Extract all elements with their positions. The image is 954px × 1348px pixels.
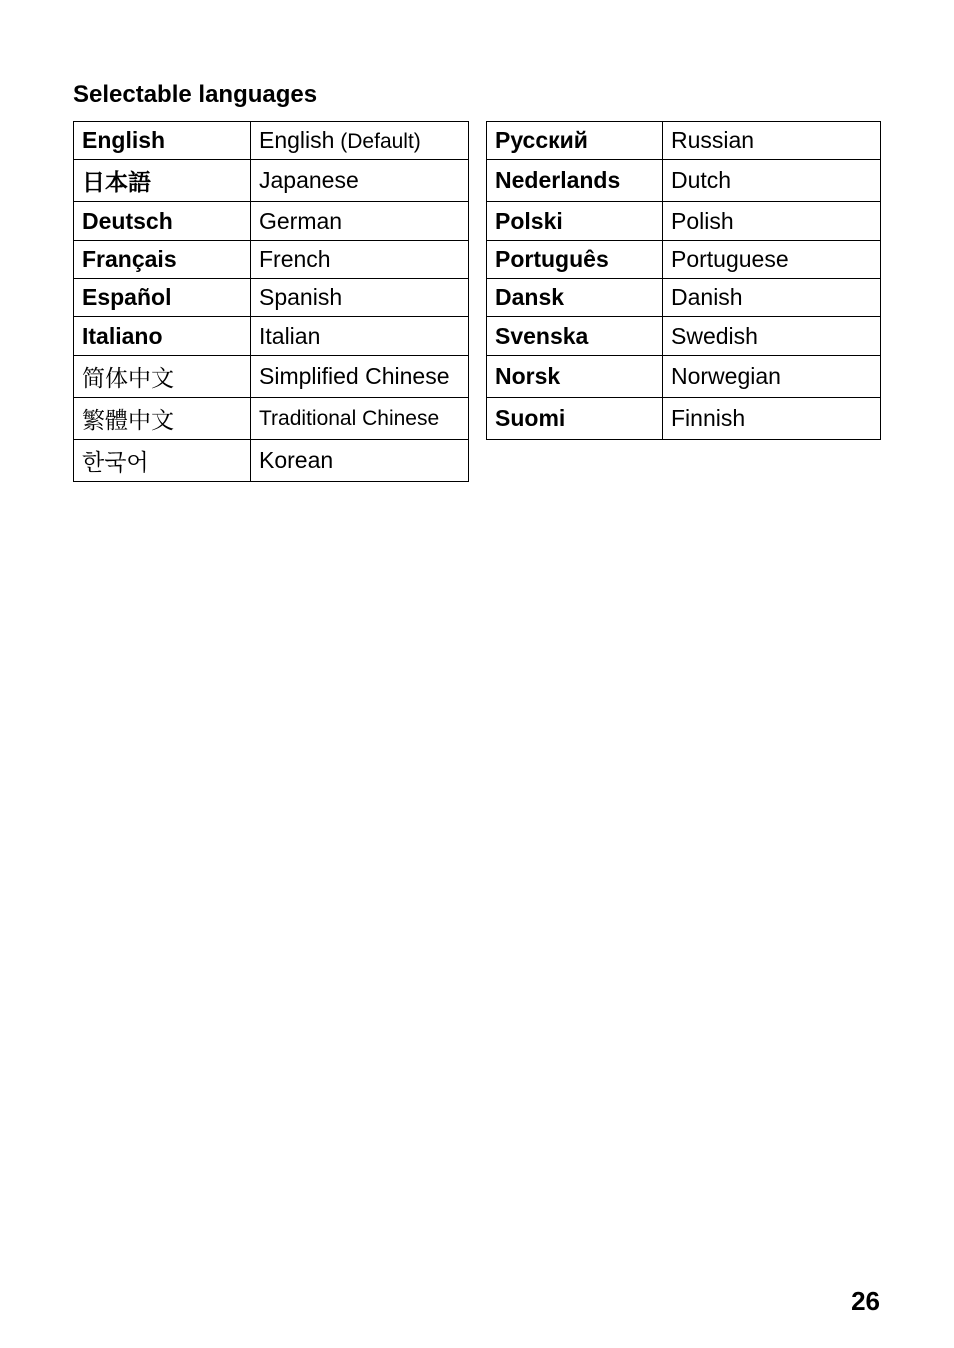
table-row <box>487 317 881 356</box>
native-language-name: Español <box>74 279 251 317</box>
table-row <box>487 241 881 279</box>
english-language-name: Russian <box>663 122 881 160</box>
table-row <box>487 122 881 160</box>
table-row <box>74 356 469 398</box>
native-language-name: Norsk <box>487 356 663 398</box>
native-language-name: Polski <box>487 202 663 241</box>
english-name-text: English <box>259 127 335 153</box>
native-language-name: 한국어 <box>74 440 251 482</box>
table-row <box>74 440 469 482</box>
english-language-name: Korean <box>251 440 469 482</box>
english-language-name: Danish <box>663 279 881 317</box>
native-language-name: Suomi <box>487 398 663 440</box>
english-language-name: Norwegian <box>663 356 881 398</box>
native-language-name: Français <box>74 241 251 279</box>
table-row <box>487 398 881 440</box>
english-language-name: French <box>251 241 469 279</box>
table-row <box>74 122 469 160</box>
native-language-name: Русский <box>487 122 663 160</box>
english-language-name: Portuguese <box>663 241 881 279</box>
native-language-name: Deutsch <box>74 202 251 241</box>
table-row <box>487 202 881 241</box>
section-title: Selectable languages <box>73 81 318 108</box>
languages-table-left <box>73 121 469 482</box>
page-number: 26 <box>851 1286 880 1316</box>
table-row <box>487 160 881 202</box>
table-row <box>487 279 881 317</box>
native-language-name: Italiano <box>74 317 251 356</box>
table-row <box>487 356 881 398</box>
english-language-name: Finnish <box>663 398 881 440</box>
native-language-name: 日本語 <box>74 160 251 202</box>
table-row <box>74 279 469 317</box>
table-row <box>74 160 469 202</box>
english-language-name: Polish <box>663 202 881 241</box>
english-language-name: Traditional Chinese <box>251 398 469 440</box>
table-row <box>74 241 469 279</box>
english-language-name: Spanish <box>251 279 469 317</box>
table-row <box>74 202 469 241</box>
english-language-name: Simplified Chinese <box>251 356 469 398</box>
languages-table-right <box>486 121 881 440</box>
english-language-name: Japanese <box>251 160 469 202</box>
native-language-name: 繁體中文 <box>74 398 251 440</box>
table-row <box>74 398 469 440</box>
english-language-name: German <box>251 202 469 241</box>
table-row <box>74 317 469 356</box>
english-language-name: Swedish <box>663 317 881 356</box>
english-language-name: Dutch <box>663 160 881 202</box>
native-language-name: Português <box>487 241 663 279</box>
native-language-name: Dansk <box>487 279 663 317</box>
native-language-name: Svenska <box>487 317 663 356</box>
native-language-name: English <box>74 122 251 160</box>
english-language-name: Italian <box>251 317 469 356</box>
default-note: (Default) <box>334 130 421 153</box>
english-language-name <box>251 122 469 160</box>
native-language-name: 简体中文 <box>74 356 251 398</box>
native-language-name: Nederlands <box>487 160 663 202</box>
